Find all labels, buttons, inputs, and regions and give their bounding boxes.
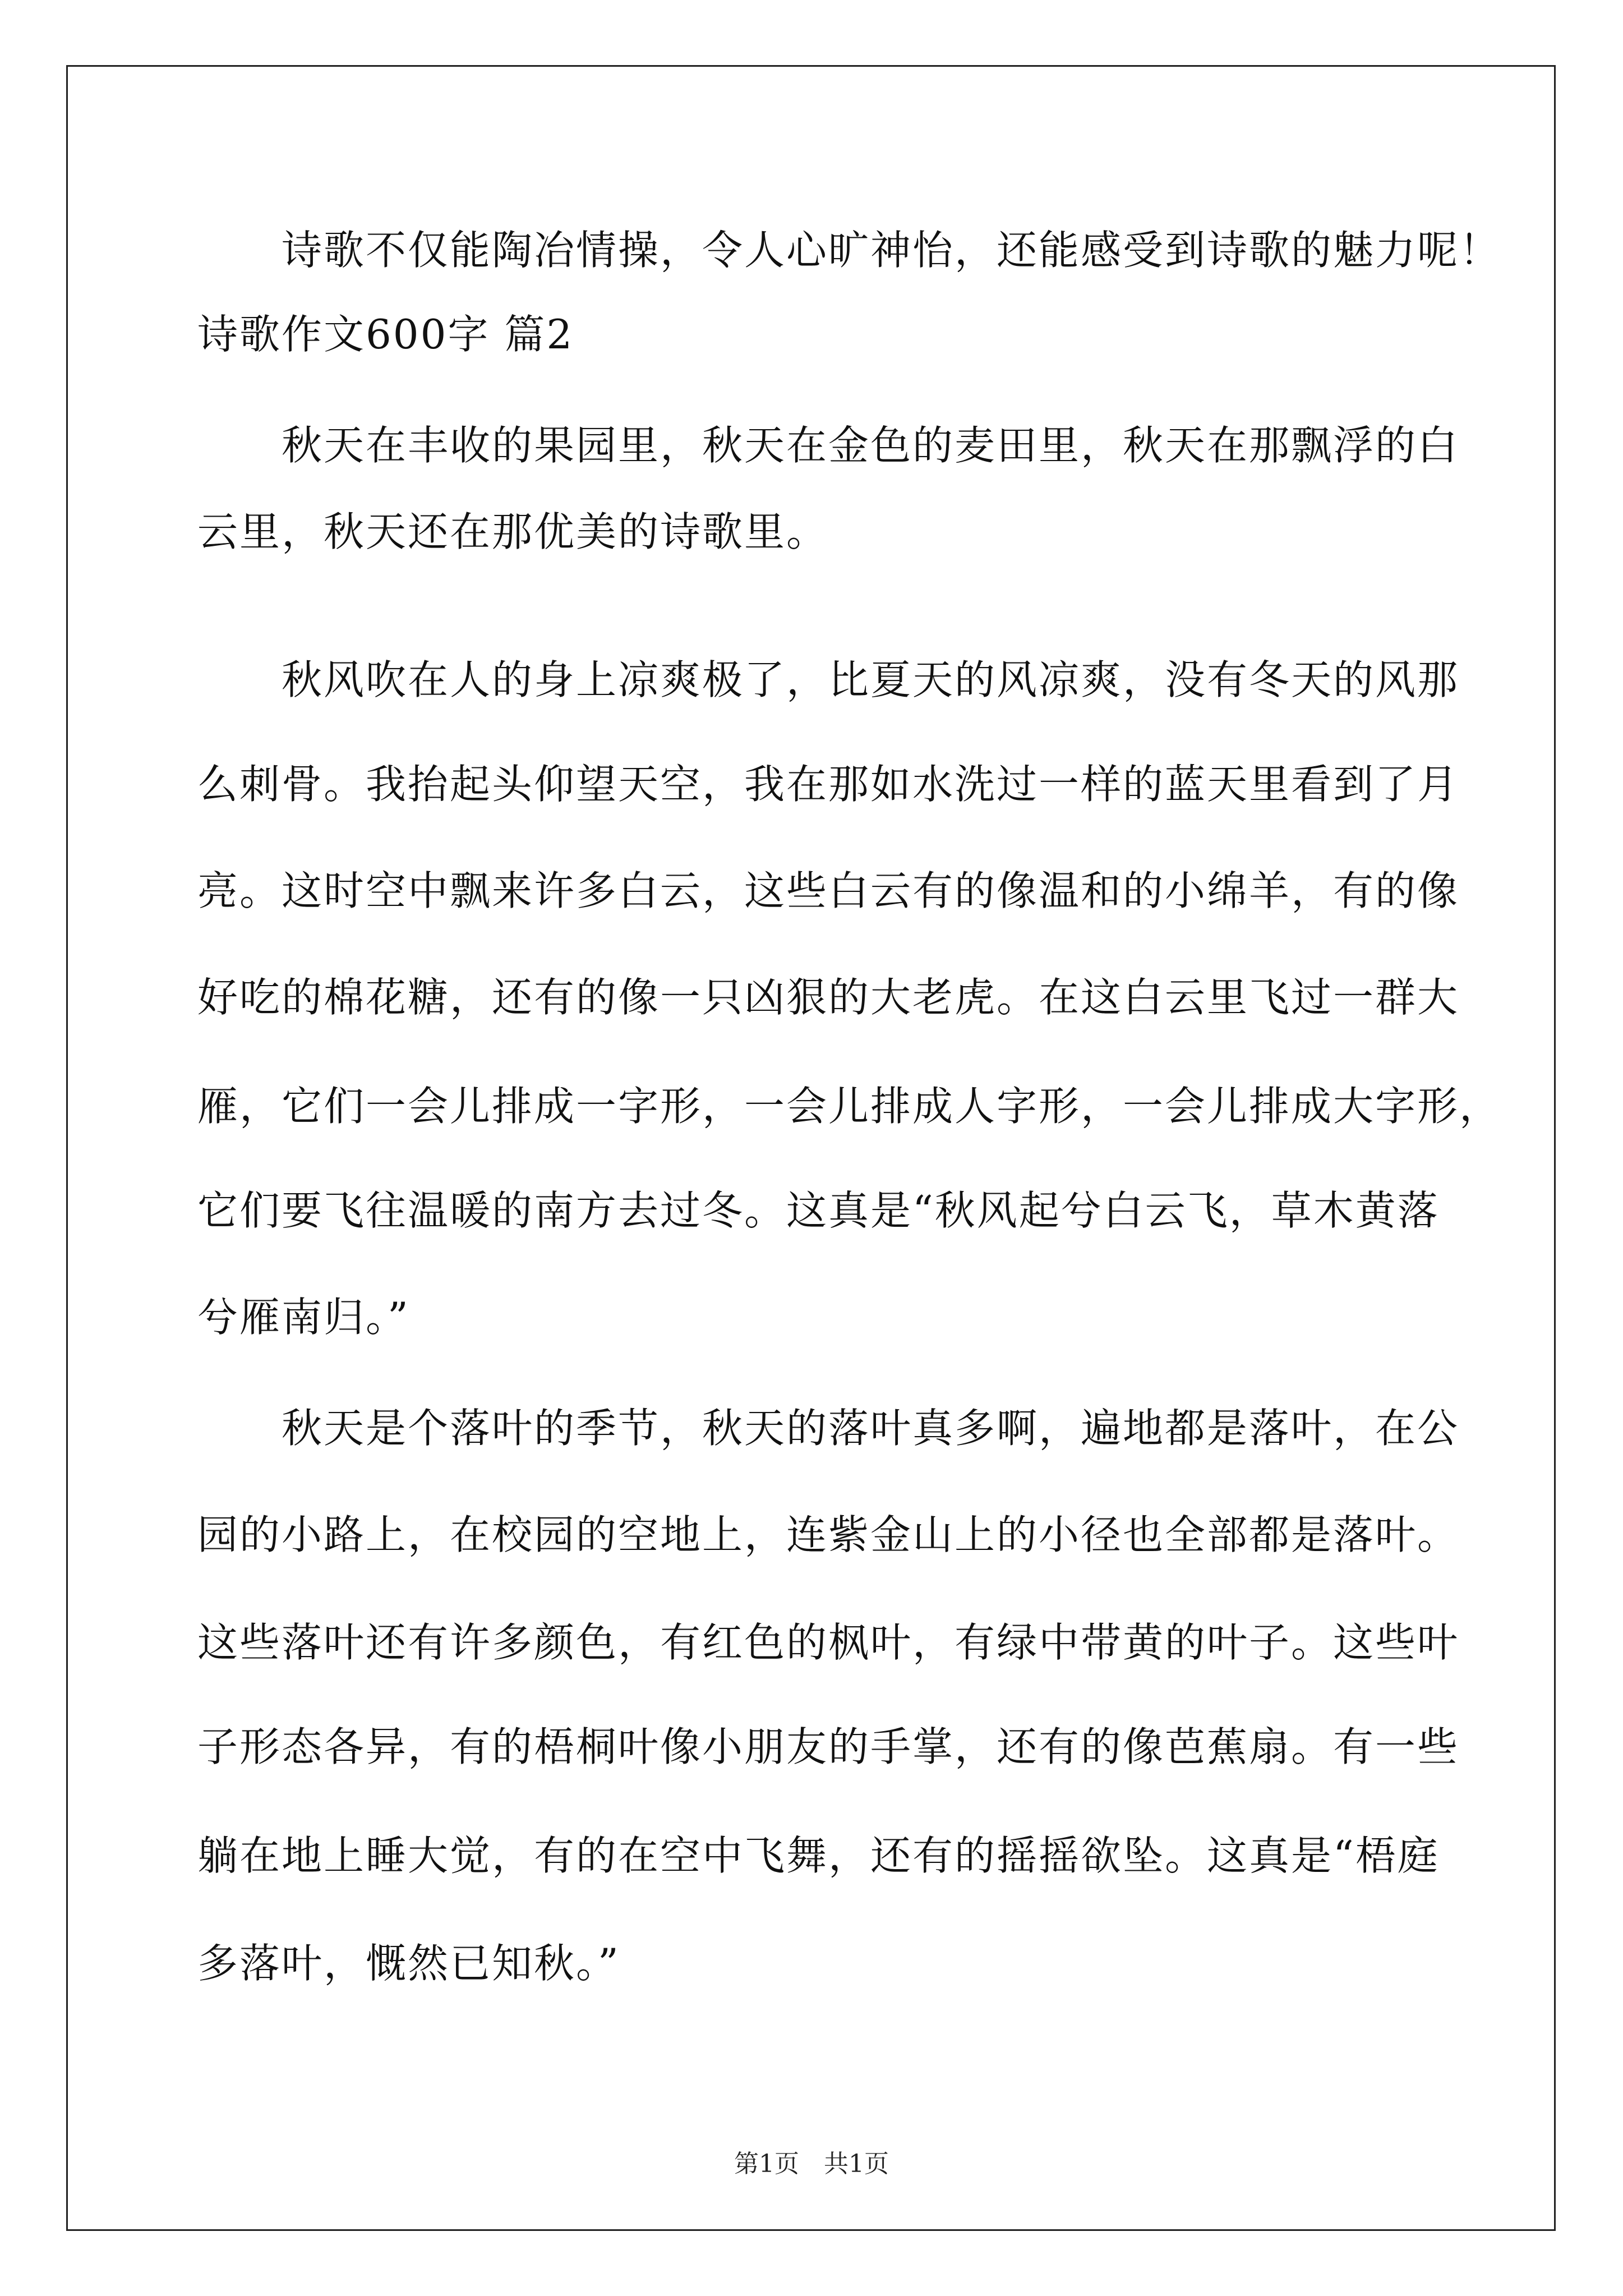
paragraph-line: 好吃的棉花糖，还有的像一只凶狠的大老虎。在这白云里飞过一群大 <box>197 974 1460 1021</box>
page-number-footer: 第1页 共1页 <box>734 2150 889 2178</box>
page-frame <box>66 65 1556 2231</box>
paragraph-line: 秋风吹在人的身上凉爽极了，比夏天的风凉爽，没有冬天的风那 <box>282 656 1460 703</box>
paragraph-line: 园的小路上，在校园的空地上，连紫金山上的小径也全部都是落叶。 <box>197 1511 1460 1558</box>
paragraph-line: 亮。这时空中飘来许多白云，这些白云有的像温和的小绵羊，有的像 <box>197 867 1460 914</box>
paragraph-line: 雁，它们一会儿排成一字形，一会儿排成人字形，一会儿排成大字形， <box>197 1083 1502 1130</box>
paragraph-line: 这些落叶还有许多颜色，有红色的枫叶，有绿中带黄的叶子。这些叶 <box>197 1619 1460 1666</box>
paragraph-line: 子形态各异，有的梧桐叶像小朋友的手掌，还有的像芭蕉扇。有一些 <box>197 1723 1460 1770</box>
paragraph-line: 秋天是个落叶的季节，秋天的落叶真多啊，遍地都是落叶，在公 <box>282 1405 1460 1452</box>
section-heading: 诗歌作文600字 篇2 <box>197 311 574 358</box>
paragraph-line: 云里，秋天还在那优美的诗歌里。 <box>197 508 829 555</box>
paragraph-line: 它们要飞往温暖的南方去过冬。这真是“秋风起兮白云飞，草木黄落 <box>197 1187 1440 1234</box>
paragraph-line: 诗歌不仅能陶冶情操，令人心旷神怡，还能感受到诗歌的魅力呢！ <box>282 227 1502 274</box>
paragraph-line: 么刺骨。我抬起头仰望天空，我在那如水洗过一样的蓝天里看到了月 <box>197 761 1460 808</box>
paragraph-line: 秋天在丰收的果园里，秋天在金色的麦田里，秋天在那飘浮的白 <box>282 422 1460 469</box>
paragraph-line: 躺在地上睡大觉，有的在空中飞舞，还有的摇摇欲坠。这真是“梧庭 <box>197 1832 1440 1879</box>
paragraph-line: 兮雁南归。” <box>197 1294 410 1341</box>
paragraph-line: 多落叶，慨然已知秋。” <box>197 1940 620 1987</box>
